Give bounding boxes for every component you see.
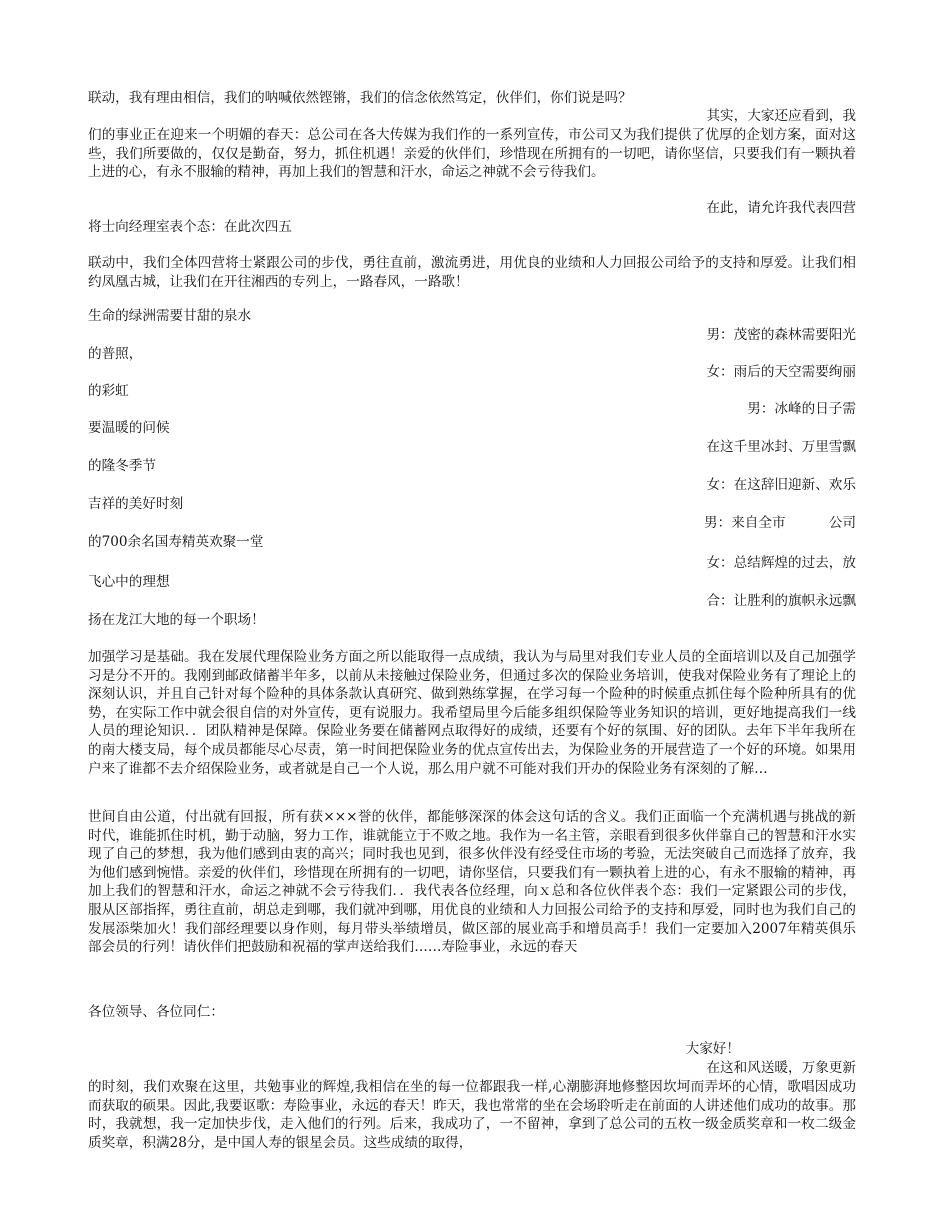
paragraph-opening: 其实，大家还应看到，我 <box>706 108 856 124</box>
poem-line: 的700余名国寿精英欢聚一堂 <box>88 534 264 550</box>
poem-line: 飞心中的理想 <box>88 574 170 590</box>
poem-line: 的彩虹 <box>88 383 129 399</box>
poem-line: 合：让胜利的旗帜永远飘 <box>706 593 856 609</box>
document-page <box>88 0 856 1230</box>
poem-line: 扬在龙江大地的每一个职场！ <box>88 612 265 628</box>
poem-line: 的隆冬季节 <box>88 458 156 474</box>
greeting: 大家好！ <box>685 1041 740 1057</box>
paragraph-text: 将士向经理室表个态：在此次四五 <box>88 219 292 235</box>
paragraph-text: 们的事业正在迎来一个明媚的春天：总公司在各大传媒为我们作的一系列宣传，市公司又为我们提供了优厚的企划方案，面对这些，我们所要做的，仅仅是勤奋，努力，抓住机遇！亲爱的伙伴们，珍惜现在所拥有的一切吧，请你坚信，只要我们有一颗执着上进的心，有永不服输的精神，再加上我们的智慧和汗水，命运之神就不会亏待我们。 <box>88 127 856 181</box>
poem-line: 要温暖的问候 <box>88 420 170 436</box>
poem-line: 女：总结辉煌的过去，放 <box>706 555 856 571</box>
paragraph-opening: 在此，请允许我代表四营 <box>706 200 856 216</box>
paragraph-text: 联动，我有理由相信，我们的呐喊依然铿锵，我们的信念依然笃定，伙伴们，你们说是吗？ <box>88 90 632 106</box>
paragraph-opening: 在这和风送暖，万象更新 <box>706 1060 856 1076</box>
paragraph-text: 的时刻，我们欢聚在这里，共勉事业的辉煌,我相信在坐的每一位都跟我一样,心潮膨湃地修整因坎坷而弄坏的心情，歌唱因成功而获取的硕果。因此,我要讴歌：寿险事业，永远的春天！昨天，我也常常的坐在会场聆听走在前面的人讲述他们成功的故事。那时，我就想，我一定加快步伐，走入他们的行列。后来，我成功了，一不留神，拿到了总公司的五枚一级金质奖章和一枚二级金质奖章，积满28分，是中国人寿的银星会员。这些成绩的取得， <box>88 1079 856 1151</box>
salutation: 各位领导、各位同仁： <box>88 1004 224 1020</box>
poem-line: 吉祥的美好时刻 <box>88 496 184 512</box>
poem-line: 女：在这辞旧迎新、欢乐 <box>706 477 856 493</box>
paragraph-text: 世间自由公道，付出就有回报，所有获×××誉的伙伴，都能够深深的体会这句话的含义。我们正面临一个充满机遇与挑战的新时代，谁能抓住时机，勤于动脑，努力工作，谁就能立于不败之地。我作为一名主管，亲眼看到很多伙伴靠自己的智慧和汗水实现了自己的梦想，我为他们感到由衷的高兴；同时我也见到，很多伙伴没有经受住市场的考验，无法突破自己而选择了放弃，我为他们感到惋惜。亲爱的伙伴们，珍惜现在所拥有的一切吧，请你坚信，只要我们有一颗执着上进的心，有永不服输的精神，再加上我们的智慧和汗水，命运之神就不会亏待我们．．我代表各位经理，向ｘ总和各位伙伴表个态：我们一定紧跟公司的步伐，服从区部指挥，勇往直前，胡总走到哪，我们就冲到哪，用优良的业绩和人力回报公司给予的支持和厚爱，同时也为我们自己的发展添柴加火！我们部经理要以身作则，每月带头举绩增员，做区部的展业高手和增员高手！我们一定要加入2007年精英俱乐部会员的行列！请伙伴们把鼓励和祝福的掌声送给我们……寿险事业，永远的春天 <box>88 809 856 956</box>
poem-line: 在这千里冰封、万里雪飘 <box>706 439 856 455</box>
poem-line: 生命的绿洲需要甘甜的泉水 <box>88 308 252 324</box>
poem-line: 女：雨后的天空需要绚丽 <box>706 364 856 380</box>
poem-line: 的普照， <box>88 346 143 362</box>
poem-line: 男：茂密的森林需要阳光 <box>706 327 856 343</box>
paragraph-text: 联动中，我们全体四营将士紧跟公司的步伐，勇往直前，激流勇进，用优良的业绩和人力回报公司给予的支持和厚爱。让我们相约凤凰古城，让我们在开往湘西的专列上，一路春风，一路歌！ <box>88 255 856 290</box>
paragraph-text: 加强学习是基础。我在发展代理保险业务方面之所以能取得一点成绩，我认为与局里对我们专业人员的全面培训以及自己加强学习是分不开的。我刚到邮政储蓄半年多，以前从未接触过保险业务，但通过多次的保险业务培训，使我对保险业务有了理论上的深刻认识，并且自己针对每个险种的具体条款认真研究、做到熟练掌握，在学习每一个险种的时候重点抓住每个险种所具有的优势，在实际工作中就会很自信的对外宣传，更有说服力。我希望局里今后能多组织保险等业务知识的培训，更好地提高我们一线人员的理论知识．．团队精神是保障。保险业务要在储蓄网点取得好的成绩，还要有个好的氛围、好的团队。去年下半年我所在的南大楼支局，每个成员都能尽心尽责，第一时间把保险业务的优点宣传出去，为保险业务的开展营造了一个好的环境。如果用户来了谁都不去介绍保险业务，或者就是自己一个人说，那么用户就不可能对我们开办的保险业务有深刻的了解… <box>88 649 856 777</box>
poem-line: 男：冰峰的日子需 <box>747 401 856 417</box>
poem-line: 男：来自全市 公司 <box>704 515 856 531</box>
